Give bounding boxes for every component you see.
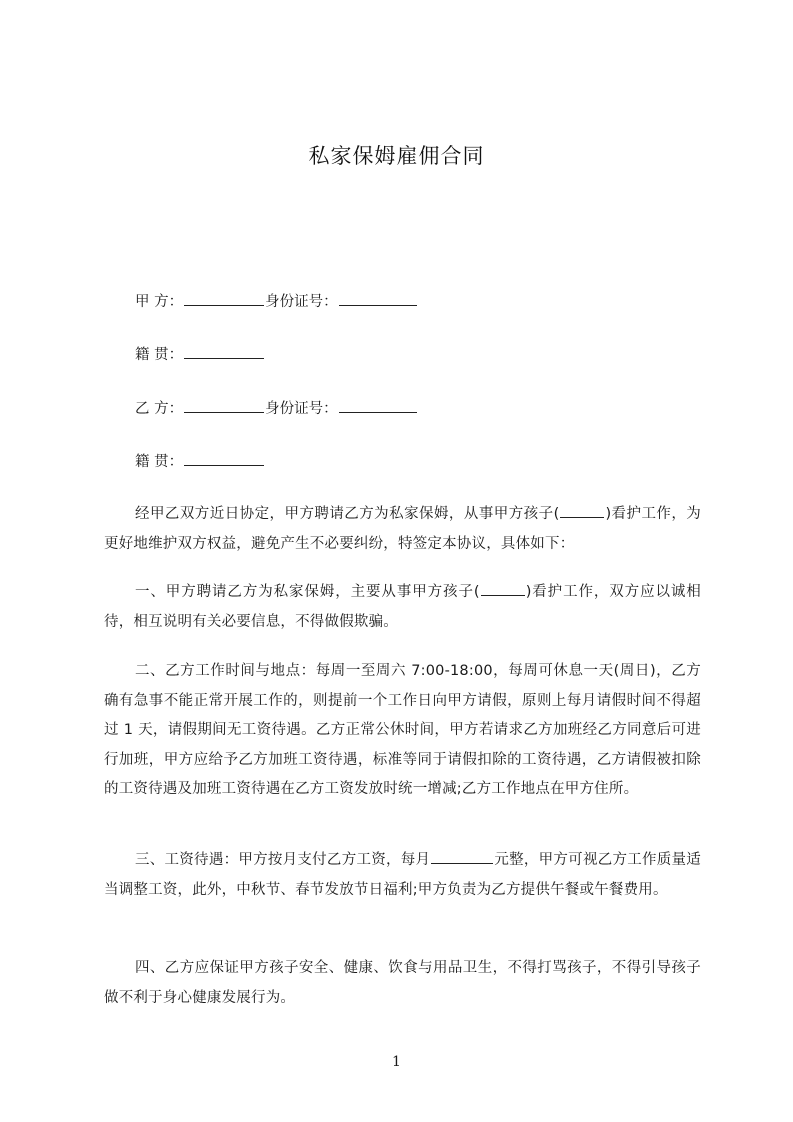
- party-b-id-label: 身份证号：: [265, 401, 338, 417]
- clause-3-text-start: 三、工资待遇：甲方按月支付乙方工资，每月: [135, 852, 431, 868]
- child-name-blank: [560, 503, 604, 518]
- document-title: 私家保姆雇佣合同: [308, 144, 485, 168]
- clause-3: [104, 846, 701, 905]
- party-a-origin-label: 籍 贯：: [135, 347, 184, 363]
- clause-1-text-start: 一、甲方聘请乙方为私家保姆，主要从事甲方孩子(: [135, 584, 480, 600]
- clause-1-child-blank: [481, 581, 525, 596]
- party-a-label: 甲 方：: [135, 294, 184, 310]
- clause-3-text-end: 元整，甲方可视乙方工作质量适当调整工资，此外，中秋节、春节发放节日福利;甲方负责为乙方提供午餐或午餐费用。: [104, 852, 701, 898]
- clause-2-text: 二、乙方工作时间与地点：每周一至周六 7:00-18:00，每周可休息一天(周日)，乙方确有急事不能正常开展工作的，则提前一个工作日向甲方请假，原则上每月请假时间不得超过 1 天，请假期间无工资待遇。乙方正常公休时间，甲方若请求乙方加班经乙方同意后可进行加班，甲方应给予乙方加班工资待遇，标准等同于请假扣除的工资待遇，乙方请假被扣除的工资待遇及加班工资待遇在乙方工资发放时统一增减;乙方工作地点在甲方住所。: [104, 663, 701, 797]
- party-a-id-blank: [339, 291, 417, 306]
- intro-text-end: )看护工作，为更好地维护双方权益，避免产生不必要纠纷，特签定本协议，具体如下：: [104, 506, 701, 552]
- party-a-line: [135, 291, 418, 313]
- party-a-id-label: 身份证号：: [265, 294, 338, 310]
- party-b-origin-line: [135, 451, 265, 473]
- party-b-label: 乙 方：: [135, 401, 184, 417]
- party-b-name-blank: [184, 398, 264, 413]
- page-number: 1: [392, 1054, 401, 1070]
- party-a-origin-line: [135, 344, 265, 366]
- party-a-name-blank: [184, 291, 264, 306]
- clause-4: [104, 954, 701, 1013]
- party-a-origin-blank: [184, 344, 264, 359]
- intro-paragraph: [104, 500, 701, 559]
- party-b-origin-label: 籍 贯：: [135, 454, 184, 470]
- party-b-origin-blank: [184, 451, 264, 466]
- clause-2: [104, 657, 701, 805]
- intro-text-start: 经甲乙双方近日协定，甲方聘请乙方为私家保姆，从事甲方孩子(: [135, 506, 560, 522]
- salary-amount-blank: [431, 849, 493, 864]
- clause-1-text-end: )看护工作，双方应以诚相待，相互说明有关必要信息，不得做假欺骗。: [104, 584, 701, 630]
- clause-4-text: 四、乙方应保证甲方孩子安全、健康、饮食与用品卫生，不得打骂孩子，不得引导孩子做不利于身心健康发展行为。: [104, 960, 701, 1006]
- party-b-line: [135, 398, 418, 420]
- clause-1: [104, 578, 701, 637]
- party-b-id-blank: [339, 398, 417, 413]
